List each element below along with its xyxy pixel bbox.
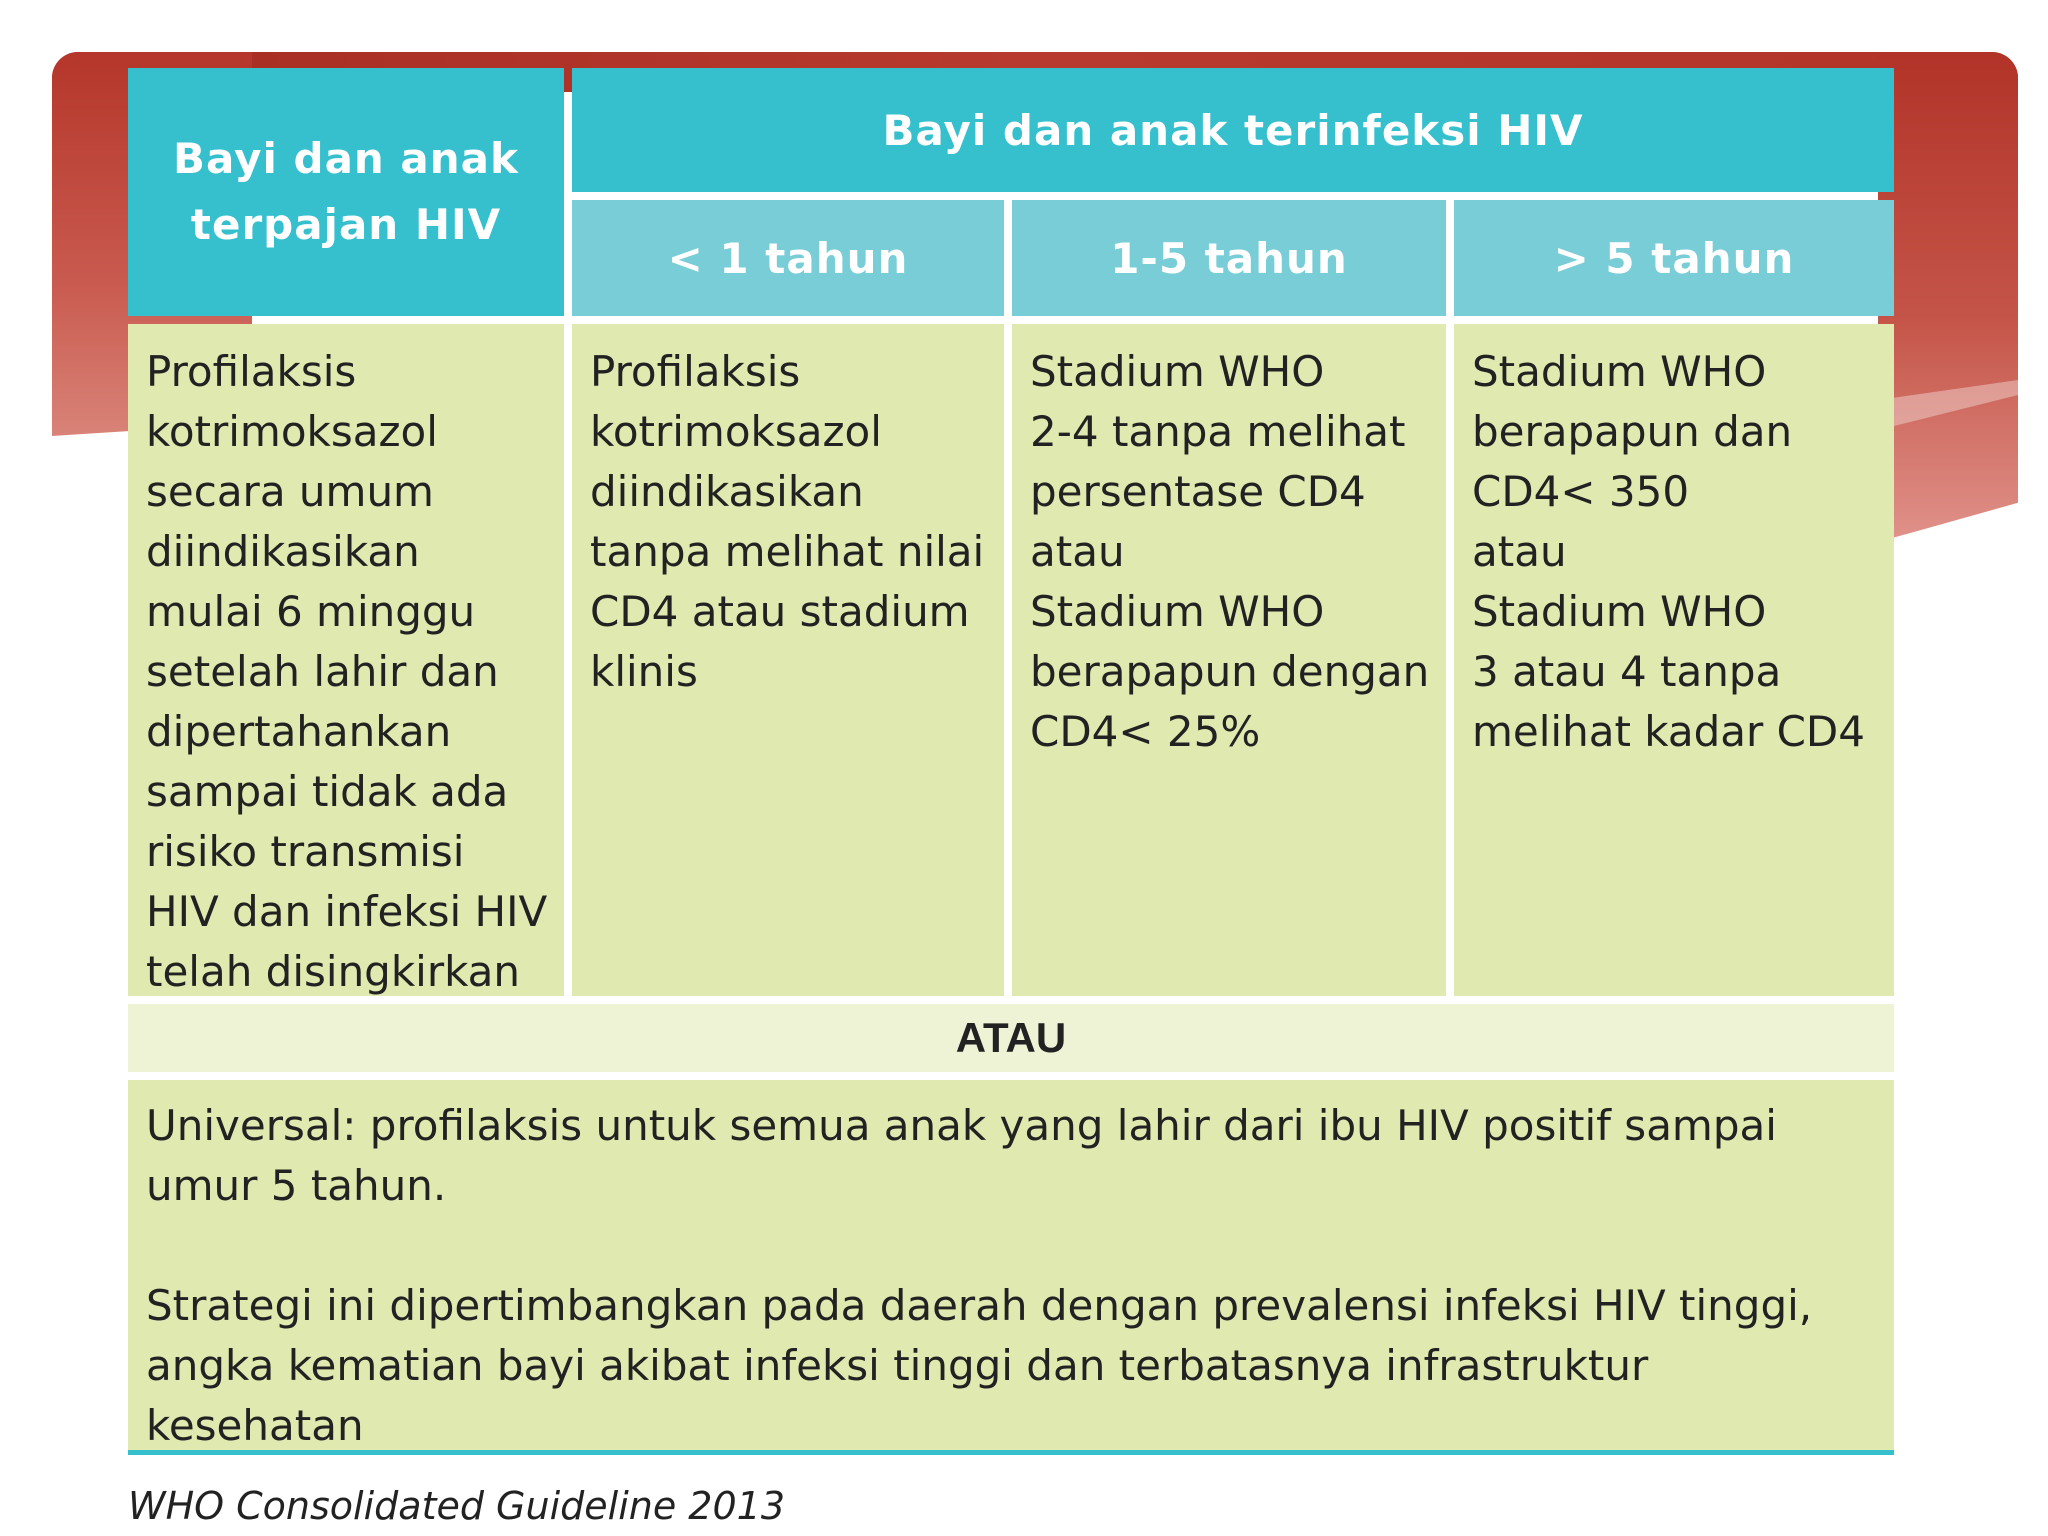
body-age-over-5-line: Stadium WHO — [1472, 347, 1767, 396]
body-exposed-line: HIV dan infeksi HIV — [146, 887, 548, 936]
paragraph-gap — [146, 1216, 1876, 1276]
body-age-over-5-line: melihat kadar CD4 — [1472, 707, 1865, 756]
body-age-1-5 — [1012, 324, 1446, 996]
universal-p2-line: Strategi ini dipertimbangkan pada daerah dengan prevalensi infeksi HIV tinggi, — [146, 1281, 1813, 1330]
body-age-over-5-line: Stadium WHO — [1472, 587, 1767, 636]
body-exposed-line: dipertahankan — [146, 707, 452, 756]
red-banner-right — [1878, 52, 2018, 542]
body-age-1-5-line: Stadium WHO — [1030, 587, 1325, 636]
header-age-under-1: < 1 tahun — [572, 200, 1004, 316]
body-exposed-line: kotrimoksazol — [146, 407, 438, 456]
body-under-1-line: CD4 atau stadium — [590, 587, 970, 636]
body-age-1-5-line: persentase CD4 — [1030, 467, 1366, 516]
header-age-over-5: > 5 tahun — [1454, 200, 1894, 316]
body-age-1-5-line: CD4< 25% — [1030, 707, 1261, 756]
body-under-1-line: diindikasikan — [590, 467, 864, 516]
header-exposed — [128, 68, 564, 316]
body-age-over-5 — [1454, 324, 1894, 996]
body-exposed-line: secara umum — [146, 467, 434, 516]
source-citation: WHO Consolidated Guideline 2013 — [128, 1484, 786, 1528]
body-exposed-line: diindikasikan — [146, 527, 420, 576]
body-age-over-5-line: atau — [1472, 527, 1567, 576]
universal-cell — [128, 1080, 1894, 1450]
body-exposed-line: telah disingkirkan — [146, 947, 521, 996]
header-infected: Bayi dan anak terinfeksi HIV — [572, 68, 1894, 192]
header-exposed-line-2: terpajan HIV — [190, 200, 502, 249]
body-age-1-5-line: Stadium WHO — [1030, 347, 1325, 396]
body-age-over-5-line: berapapun dan — [1472, 407, 1793, 456]
body-exposed-line: risiko transmisi — [146, 827, 465, 876]
universal-p1-line: umur 5 tahun. — [146, 1161, 447, 1210]
body-under-1 — [572, 324, 1004, 996]
body-age-1-5-line: 2-4 tanpa melihat — [1030, 407, 1406, 456]
body-under-1-line: klinis — [590, 647, 698, 696]
universal-p2-line: angka kematian bayi akibat infeksi tinggi dan terbatasnya infrastruktur kesehatan — [146, 1341, 1649, 1450]
body-exposed-line: mulai 6 minggu — [146, 587, 476, 636]
atau-separator: ATAU — [128, 1004, 1894, 1072]
body-under-1-line: kotrimoksazol — [590, 407, 882, 456]
body-age-1-5-line: atau — [1030, 527, 1125, 576]
body-under-1-line: tanpa melihat nilai — [590, 527, 985, 576]
body-exposed — [128, 324, 564, 996]
body-exposed-line: setelah lahir dan — [146, 647, 499, 696]
body-exposed-line: Profilaksis — [146, 347, 357, 396]
header-age-1-5: 1-5 tahun — [1012, 200, 1446, 316]
header-exposed-line-1: Bayi dan anak — [173, 134, 519, 183]
body-age-over-5-line: CD4< 350 — [1472, 467, 1690, 516]
universal-p1-line: Universal: profilaksis untuk semua anak yang lahir dari ibu HIV positif sampai — [146, 1101, 1777, 1150]
body-age-over-5-line: 3 atau 4 tanpa — [1472, 647, 1782, 696]
body-under-1-line: Profilaksis — [590, 347, 801, 396]
body-age-1-5-line: berapapun dengan — [1030, 647, 1430, 696]
bottom-rule — [128, 1450, 1894, 1455]
body-exposed-line: sampai tidak ada — [146, 767, 509, 816]
